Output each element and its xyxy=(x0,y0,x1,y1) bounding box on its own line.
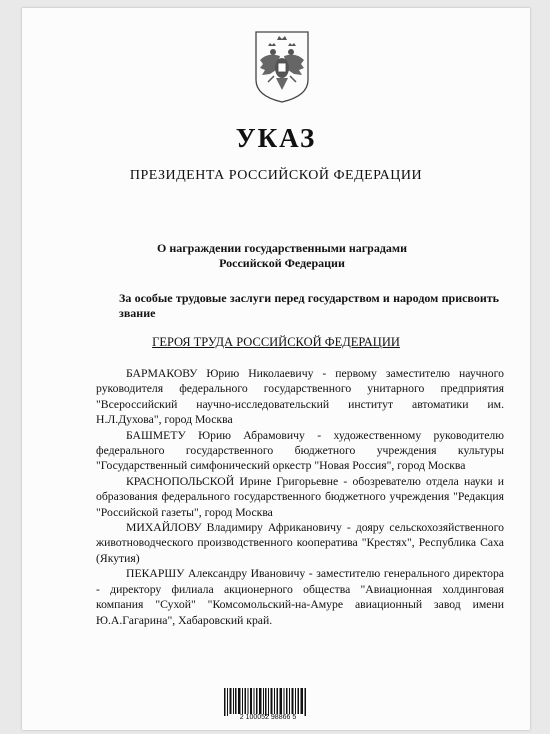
recipient-entry: КРАСНОПОЛЬСКОЙ Ирине Григорьевне - обозревателю отдела науки и образования федерального государственного бюджетного учреждения "Редакция "Российской газеты", город Москва xyxy=(96,474,504,519)
barcode-number: 2 100052 98866 5 xyxy=(239,714,297,721)
decree-subject: О награждении государственными наградами Российской Федерации xyxy=(156,241,408,270)
award-title: ГЕРОЯ ТРУДА РОССИЙСКОЙ ФЕДЕРАЦИИ xyxy=(152,335,400,349)
recipient-entry: ПЕКАРШУ Александру Ивановичу - заместителю генерального директора - директору филиала акционерного общества "Авиационная холдинговая компания "Сухой" "Комсомольский-на-Амуре авиационный завод имени Ю.А.Гагарина", Хабаровский край. xyxy=(96,567,504,627)
recipient-entry: МИХАЙЛОВУ Владимиру Африкановичу - дояру сельскохозяйственного животноводческого производственного кооператива "Крестях", Республика Саха (Якутия) xyxy=(96,521,504,565)
document-subtitle: ПРЕЗИДЕНТА РОССИЙСКОЙ ФЕДЕРАЦИИ xyxy=(129,168,423,183)
recipient-entry: БАШМЕТУ Юрию Абрамовичу - художественному руководителю федерального государственного бюджетного учреждения культуры "Государственный симфонический оркестр "Новая Россия", город Москва xyxy=(96,428,504,473)
double-headed-eagle-emblem-icon xyxy=(254,30,310,104)
award-recipients-list xyxy=(96,366,504,628)
recipient-entry: БАРМАКОВУ Юрию Николаевичу - первому заместителю научного руководителя федерального государственного унитарного предприятия "Всероссийский научно-исследовательский институт автоматики им. Н.Л.Духова", город Москва xyxy=(96,367,504,427)
barcode-icon xyxy=(224,686,308,716)
decree-preamble: За особые трудовые заслуги перед государством и народом присвоить звание xyxy=(119,291,499,320)
decree-page xyxy=(22,8,530,730)
document-title: УКАЗ xyxy=(235,123,317,153)
